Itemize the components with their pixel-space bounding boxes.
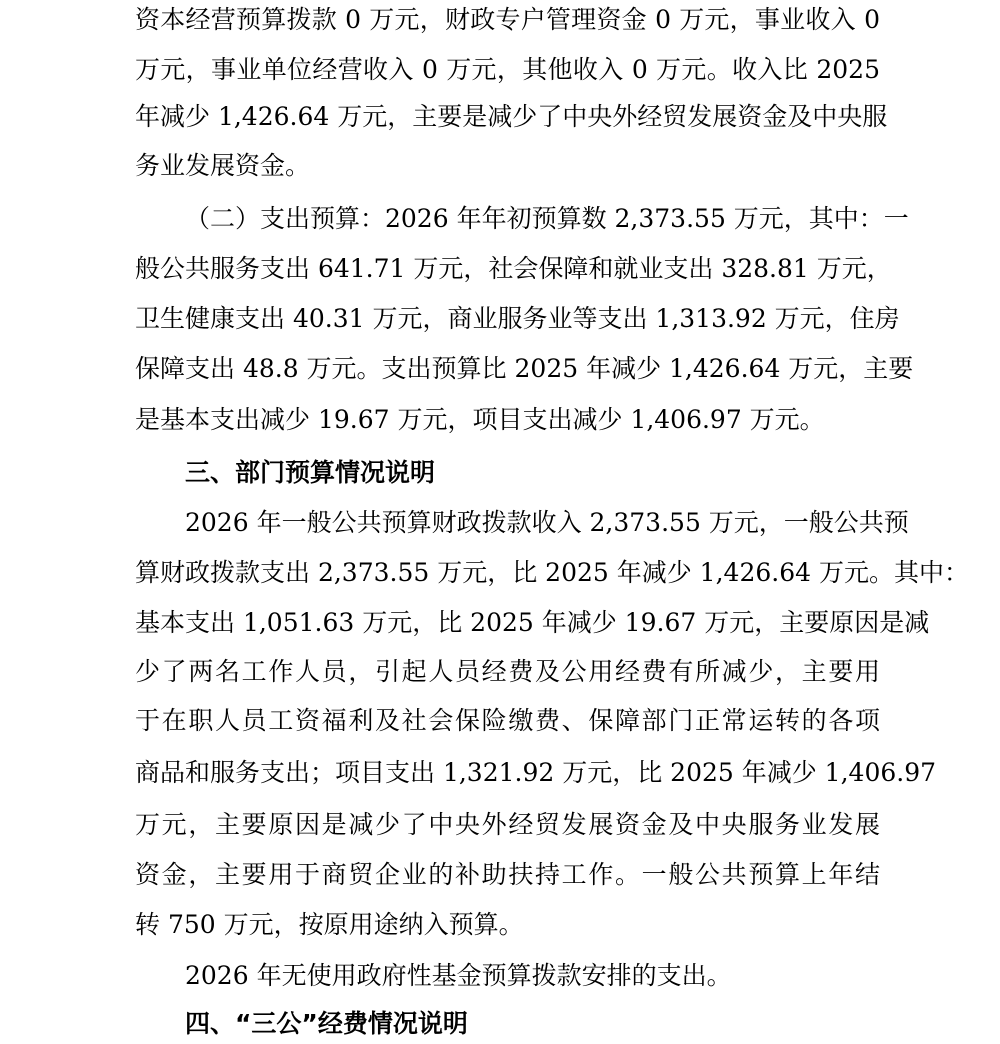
text-line: 2026 年一般公共预算财政拨款收入 2,373.55 万元，一般公共预 [185,508,909,537]
text-line: 2026 年无使用政府性基金预算拨款安排的支出。 [185,961,732,990]
text-line: 于在职人员工资福利及社会保险缴费、保障部门正常运转的各项 [135,706,880,735]
text-line: 基本支出 1,051.63 万元，比 2025 年减少 19.67 万元，主要原因是减 [135,608,930,637]
text-line: 是基本支出减少 19.67 万元，项目支出减少 1,406.97 万元。 [135,405,825,434]
text-line: 少了两名工作人员，引起人员经费及公用经费有所减少，主要用 [135,657,880,686]
text-line: 资本经营预算拨款 0 万元，财政专户管理资金 0 万元，事业收入 0 [135,5,880,34]
text-line: 务业发展资金。 [135,151,311,180]
text-line: 保障支出 48.8 万元。支出预算比 2025 年减少 1,426.64 万元，主要 [135,354,914,383]
text-line: 万元，主要原因是减少了中央外经贸发展资金及中央服务业发展 [135,810,880,839]
subsection-text-line: （二）支出预算：2026 年年初预算数 2,373.55 万元，其中：一 [185,204,909,233]
section-heading: 四、“三公”经费情况说明 [185,1009,468,1038]
text-line: 般公共服务支出 641.71 万元，社会保障和就业支出 328.81 万元， [135,254,892,283]
text-line: 资金，主要用于商贸企业的补助扶持工作。一般公共预算上年结 [135,860,880,889]
section-heading: 三、部门预算情况说明 [185,458,436,487]
text-line: 万元，事业单位经营收入 0 万元，其他收入 0 万元。收入比 2025 [135,55,880,84]
text-line: 卫生健康支出 40.31 万元，商业服务业等支出 1,313.92 万元，住房 [135,304,900,333]
text-line: 商品和服务支出；项目支出 1,321.92 万元，比 2025 年减少 1,406.97 [135,758,937,787]
text-line: 转 750 万元，按原用途纳入预算。 [135,910,524,939]
text-line: 年减少 1,426.64 万元，主要是减少了中央外经贸发展资金及中央服 [135,102,888,131]
text-line: 算财政拨款支出 2,373.55 万元，比 2025 年减少 1,426.64 万元。其中： [135,558,969,587]
